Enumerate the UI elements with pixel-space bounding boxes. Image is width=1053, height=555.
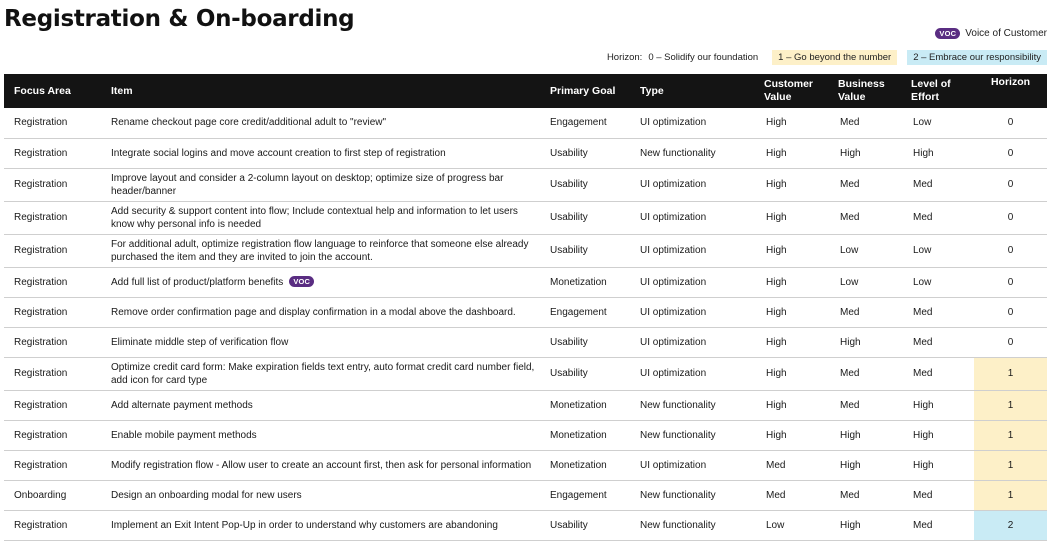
cell-focus-area: Registration xyxy=(4,267,101,297)
cell-item: Rename checkout page core credit/additional adult to "review" xyxy=(101,108,540,138)
cell-focus-area: Registration xyxy=(4,108,101,138)
cell-item-text: Add full list of product/platform benefits xyxy=(111,276,284,288)
cell-business-value: Med xyxy=(828,357,901,390)
cell-primary-goal: Monetization xyxy=(540,267,630,297)
cell-primary-goal: Usability xyxy=(540,138,630,168)
header-type: Type xyxy=(640,84,664,97)
cell-horizon: 1 xyxy=(974,390,1047,420)
header-customer-value-line1: Customer xyxy=(764,78,814,90)
cell-focus-area: Registration xyxy=(4,420,101,450)
cell-business-value: High xyxy=(828,510,901,540)
cell-item: Optimize credit card form: Make expiration fields text entry, auto format credit card number field, add icon for card type xyxy=(101,357,540,390)
voc-legend-label: Voice of Customer xyxy=(965,28,1047,39)
cell-type: UI optimization xyxy=(630,327,754,357)
cell-level-of-effort: Med xyxy=(901,510,974,540)
cell-level-of-effort: Low xyxy=(901,234,974,267)
cell-level-of-effort: Low xyxy=(901,108,974,138)
table-row xyxy=(4,267,1047,297)
cell-item: Design an onboarding modal for new users xyxy=(101,480,540,510)
cell-business-value: Med xyxy=(828,390,901,420)
cell-business-value: High xyxy=(828,138,901,168)
cell-item: Add alternate payment methods xyxy=(101,390,540,420)
roadmap-table xyxy=(4,74,1047,541)
cell-primary-goal: Usability xyxy=(540,510,630,540)
table-row xyxy=(4,168,1047,201)
horizon-legend xyxy=(607,50,1047,65)
cell-type: UI optimization xyxy=(630,108,754,138)
horizon-legend-label: Horizon: xyxy=(606,52,643,63)
cell-horizon: 0 xyxy=(974,108,1047,138)
cell-primary-goal: Usability xyxy=(540,168,630,201)
cell-type: New functionality xyxy=(630,420,754,450)
header-primary-goal: Primary Goal xyxy=(550,84,616,97)
cell-business-value: Med xyxy=(828,201,901,234)
cell-level-of-effort: High xyxy=(901,450,974,480)
cell-customer-value: High xyxy=(754,168,828,201)
cell-horizon: 0 xyxy=(974,297,1047,327)
cell-horizon: 1 xyxy=(974,357,1047,390)
cell-customer-value: High xyxy=(754,234,828,267)
header-customer-value xyxy=(754,74,828,108)
header-item: Item xyxy=(111,84,133,97)
cell-horizon: 2 xyxy=(974,510,1047,540)
voc-legend xyxy=(935,28,1047,39)
cell-type: UI optimization xyxy=(630,357,754,390)
cell-item: Implement an Exit Intent Pop-Up in order to understand why customers are abandoning xyxy=(101,510,540,540)
cell-business-value: Med xyxy=(828,108,901,138)
cell-focus-area: Registration xyxy=(4,234,101,267)
cell-customer-value: High xyxy=(754,201,828,234)
cell-focus-area: Registration xyxy=(4,510,101,540)
table-row xyxy=(4,510,1047,540)
header-customer-value-line2: Value xyxy=(764,91,792,103)
table-row xyxy=(4,234,1047,267)
header-horizon: Horizon xyxy=(990,76,1031,88)
cell-type: New functionality xyxy=(630,480,754,510)
cell-primary-goal: Monetization xyxy=(540,420,630,450)
table-row xyxy=(4,138,1047,168)
cell-level-of-effort: High xyxy=(901,138,974,168)
header-focus-area: Focus Area xyxy=(14,84,71,97)
cell-type: UI optimization xyxy=(630,267,754,297)
cell-horizon: 0 xyxy=(974,234,1047,267)
cell-level-of-effort: Med xyxy=(901,357,974,390)
cell-level-of-effort: Med xyxy=(901,168,974,201)
table-row xyxy=(4,108,1047,138)
cell-customer-value: High xyxy=(754,297,828,327)
voc-badge: VOC xyxy=(289,276,314,287)
table-row xyxy=(4,327,1047,357)
header-business-value-line1: Business xyxy=(838,78,885,90)
table-row xyxy=(4,420,1047,450)
cell-business-value: Med xyxy=(828,480,901,510)
cell-level-of-effort: Med xyxy=(901,480,974,510)
cell-business-value: Med xyxy=(828,297,901,327)
cell-customer-value: High xyxy=(754,390,828,420)
cell-item: Integrate social logins and move account creation to first step of registration xyxy=(101,138,540,168)
cell-customer-value: High xyxy=(754,267,828,297)
cell-primary-goal: Engagement xyxy=(540,108,630,138)
cell-level-of-effort: Med xyxy=(901,297,974,327)
cell-horizon: 1 xyxy=(974,450,1047,480)
cell-focus-area: Registration xyxy=(4,297,101,327)
cell-focus-area: Registration xyxy=(4,390,101,420)
cell-focus-area: Registration xyxy=(4,450,101,480)
table-row xyxy=(4,480,1047,510)
cell-level-of-effort: Low xyxy=(901,267,974,297)
cell-item: Enable mobile payment methods xyxy=(101,420,540,450)
cell-customer-value: High xyxy=(754,420,828,450)
cell-item: Eliminate middle step of verification flow xyxy=(101,327,540,357)
horizon-legend-1: 1 – Go beyond the number xyxy=(772,50,897,65)
header-business-value xyxy=(828,74,901,108)
cell-focus-area: Registration xyxy=(4,138,101,168)
cell-focus-area: Registration xyxy=(4,201,101,234)
table-row xyxy=(4,297,1047,327)
table-header-row xyxy=(4,74,1047,108)
table-row xyxy=(4,450,1047,480)
cell-level-of-effort: Med xyxy=(901,327,974,357)
cell-horizon: 0 xyxy=(974,267,1047,297)
cell-customer-value: High xyxy=(754,108,828,138)
cell-level-of-effort: Med xyxy=(901,201,974,234)
cell-primary-goal: Monetization xyxy=(540,390,630,420)
cell-primary-goal: Usability xyxy=(540,327,630,357)
cell-type: UI optimization xyxy=(630,297,754,327)
cell-primary-goal: Monetization xyxy=(540,450,630,480)
cell-business-value: Low xyxy=(828,234,901,267)
cell-customer-value: Med xyxy=(754,480,828,510)
cell-focus-area: Registration xyxy=(4,357,101,390)
cell-primary-goal: Usability xyxy=(540,234,630,267)
cell-horizon: 0 xyxy=(974,168,1047,201)
cell-horizon: 0 xyxy=(974,201,1047,234)
cell-business-value: High xyxy=(828,327,901,357)
cell-item: Remove order confirmation page and display confirmation in a modal above the dashboard. xyxy=(101,297,540,327)
cell-customer-value: High xyxy=(754,138,828,168)
cell-focus-area: Registration xyxy=(4,327,101,357)
cell-level-of-effort: High xyxy=(901,390,974,420)
cell-type: UI optimization xyxy=(630,201,754,234)
cell-item: Add security & support content into flow; Include contextual help and information to let users know why personal info is needed xyxy=(101,201,540,234)
cell-business-value: Med xyxy=(828,168,901,201)
table-row xyxy=(4,390,1047,420)
cell-item: Modify registration flow - Allow user to create an account first, then ask for personal information xyxy=(101,450,540,480)
cell-item xyxy=(101,267,540,297)
cell-customer-value: Low xyxy=(754,510,828,540)
cell-type: New functionality xyxy=(630,510,754,540)
horizon-legend-0: 0 – Solidify our foundation xyxy=(648,52,759,63)
page-title: Registration & On-boarding xyxy=(4,6,355,32)
cell-type: UI optimization xyxy=(630,234,754,267)
cell-horizon: 0 xyxy=(974,138,1047,168)
cell-type: New functionality xyxy=(630,138,754,168)
cell-business-value: Low xyxy=(828,267,901,297)
cell-type: UI optimization xyxy=(630,450,754,480)
cell-primary-goal: Usability xyxy=(540,201,630,234)
cell-business-value: High xyxy=(828,450,901,480)
voc-badge: VOC xyxy=(935,28,960,39)
cell-level-of-effort: High xyxy=(901,420,974,450)
cell-business-value: High xyxy=(828,420,901,450)
cell-item: For additional adult, optimize registration flow language to reinforce that someone else already purchased the item and they are invited to join the account. xyxy=(101,234,540,267)
header-level-of-effort-line2: Effort xyxy=(911,91,939,103)
cell-primary-goal: Engagement xyxy=(540,480,630,510)
cell-item: Improve layout and consider a 2-column layout on desktop; optimize size of progress bar header/banner xyxy=(101,168,540,201)
table-row xyxy=(4,201,1047,234)
cell-focus-area: Registration xyxy=(4,168,101,201)
cell-horizon: 0 xyxy=(974,327,1047,357)
cell-horizon: 1 xyxy=(974,480,1047,510)
header-level-of-effort xyxy=(901,74,974,108)
header-business-value-line2: Value xyxy=(838,91,866,103)
cell-customer-value: High xyxy=(754,327,828,357)
cell-type: New functionality xyxy=(630,390,754,420)
cell-primary-goal: Usability xyxy=(540,357,630,390)
cell-customer-value: High xyxy=(754,357,828,390)
cell-customer-value: Med xyxy=(754,450,828,480)
cell-horizon: 1 xyxy=(974,420,1047,450)
horizon-legend-2: 2 – Embrace our responsibility xyxy=(907,50,1047,65)
header-level-of-effort-line1: Level of xyxy=(911,78,951,90)
cell-focus-area: Onboarding xyxy=(4,480,101,510)
table-row xyxy=(4,357,1047,390)
cell-primary-goal: Engagement xyxy=(540,297,630,327)
cell-type: UI optimization xyxy=(630,168,754,201)
